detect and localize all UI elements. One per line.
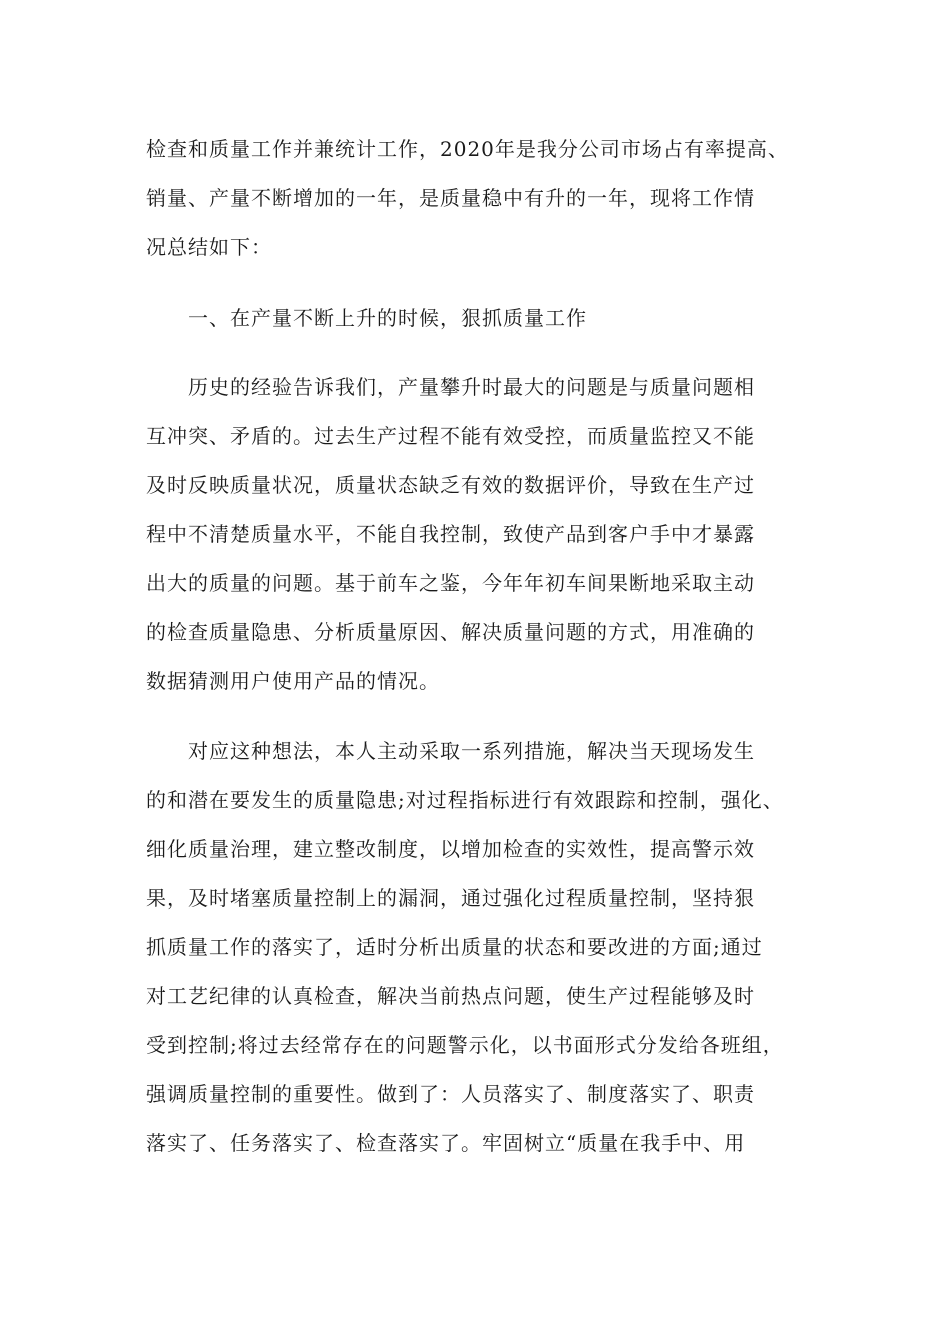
text-line: 对工艺纪律的认真检查，解决当前热点问题，使生产过程能够及时 — [146, 984, 755, 1008]
text-line: 抓质量工作的落实了，适时分析出质量的状态和要改进的方面;通过 — [146, 935, 763, 959]
text-line: 落实了、任务落实了、检查落实了。牢固树立“质量在我手中、用 — [146, 1131, 746, 1155]
text-line: 及时反映质量状况，质量状态缺乏有效的数据评价，导致在生产过 — [146, 473, 755, 497]
text-line: 细化质量治理，建立整改制度，以增加检查的实效性，提高警示效 — [146, 837, 755, 861]
text-line: 检查和质量工作并兼统计工作，2020年是我分公司市场占有率提高、 — [146, 137, 789, 161]
text-line: 况总结如下： — [146, 235, 272, 259]
text-line: 历史的经验告诉我们，产量攀升时最大的问题是与质量问题相 — [188, 375, 755, 399]
text-line: 强调质量控制的重要性。做到了：人员落实了、制度落实了、职责 — [146, 1082, 755, 1106]
text-line: 的检查质量隐患、分析质量原因、解决质量问题的方式，用准确的 — [146, 620, 755, 644]
text-line: 对应这种想法，本人主动采取一系列措施，解决当天现场发生 — [188, 739, 755, 763]
text-line: 销量、产量不断增加的一年，是质量稳中有升的一年，现将工作情 — [146, 186, 755, 210]
text-line: 果，及时堵塞质量控制上的漏洞，通过强化过程质量控制，坚持狠 — [146, 886, 755, 910]
text-line: 程中不清楚质量水平，不能自我控制，致使产品到客户手中才暴露 — [146, 522, 755, 546]
text-line: 的和潜在要发生的质量隐患;对过程指标进行有效跟踪和控制，强化、 — [146, 788, 784, 812]
text-line: 出大的质量的问题。基于前车之鉴，今年年初车间果断地采取主动 — [146, 571, 755, 595]
text-line: 受到控制;将过去经常存在的问题警示化，以书面形式分发给各班组， — [146, 1033, 784, 1057]
text-line: 互冲突、矛盾的。过去生产过程不能有效受控，而质量监控又不能 — [146, 424, 755, 448]
text-line: 数据猜测用户使用产品的情况。 — [146, 669, 440, 693]
section-heading: 一、在产量不断上升的时候，狠抓质量工作 — [188, 306, 587, 330]
